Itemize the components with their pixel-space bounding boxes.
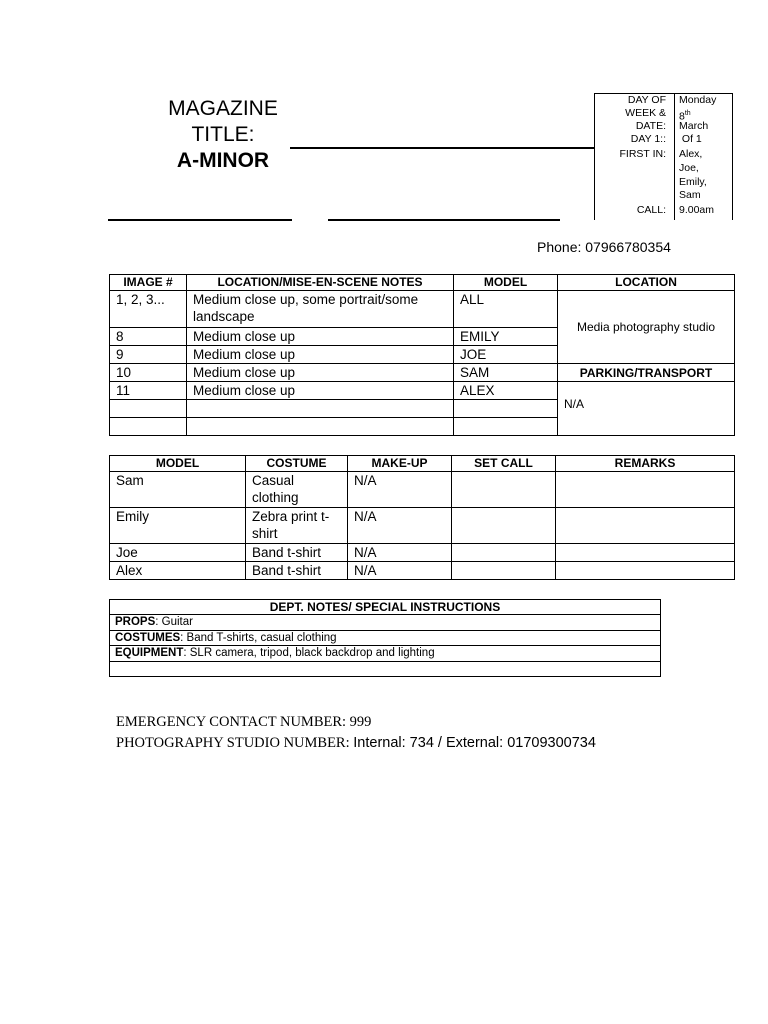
cast-remarks-cell — [556, 508, 735, 544]
cast-remarks-cell — [556, 562, 735, 580]
title-underline — [290, 147, 594, 149]
cast-setcall-cell — [452, 508, 556, 544]
image-cell — [110, 418, 187, 436]
call-info-label: WEEK & — [625, 107, 666, 119]
col-header-costume: COSTUME — [246, 456, 348, 472]
image-cell — [110, 400, 187, 418]
dept-notes-table — [109, 599, 661, 677]
model-cell: ALL — [454, 291, 558, 328]
col-header-remarks: REMARKS — [556, 456, 735, 472]
cast-table — [109, 455, 735, 580]
cast-remarks-cell — [556, 472, 735, 508]
call-info-value: Joe, — [679, 162, 699, 174]
call-info-value: Of 1 — [679, 133, 702, 145]
dept-notes-row — [110, 615, 661, 631]
image-cell: 8 — [110, 328, 187, 346]
cast-costume-cell: Zebra print t-shirt — [246, 508, 348, 544]
parking-value: N/A — [558, 382, 735, 436]
magazine-label: MAGAZINE — [168, 97, 278, 120]
col-header-notes: LOCATION/MISE-EN-SCENE NOTES — [187, 275, 454, 291]
image-cell: 11 — [110, 382, 187, 400]
col-header-makeup: MAKE-UP — [348, 456, 452, 472]
call-info-divider — [674, 94, 675, 220]
studio-contact — [116, 735, 596, 752]
cast-model-cell: Emily — [110, 508, 246, 544]
call-info-value: Emily, — [679, 176, 707, 188]
cast-costume-cell: Casual clothing — [246, 472, 348, 508]
notes-cell: Medium close up — [187, 364, 454, 382]
dept-notes-header: DEPT. NOTES/ SPECIAL INSTRUCTIONS — [110, 600, 661, 615]
col-header-model: MODEL — [454, 275, 558, 291]
location-value: Media photography studio — [558, 291, 735, 364]
call-info-value: Alex, — [679, 148, 703, 160]
dept-notes-value: : Guitar — [155, 616, 193, 628]
model-cell: EMILY — [454, 328, 558, 346]
col-header-image: IMAGE # — [110, 275, 187, 291]
call-info-label: CALL: — [636, 204, 666, 216]
notes-cell: Medium close up — [187, 328, 454, 346]
model-cell: JOE — [454, 346, 558, 364]
image-cell: 10 — [110, 364, 187, 382]
notes-cell — [187, 400, 454, 418]
model-cell: SAM — [454, 364, 558, 382]
cast-remarks-cell — [556, 544, 735, 562]
dept-notes-row — [110, 661, 661, 676]
cast-makeup-cell: N/A — [348, 544, 452, 562]
studio-value: Internal: 734 / External: 01709300734 — [353, 735, 596, 751]
call-info-box — [594, 93, 733, 220]
notes-cell: Medium close up — [187, 346, 454, 364]
cast-costume-cell: Band t-shirt — [246, 562, 348, 580]
cast-model-cell: Alex — [110, 562, 246, 580]
phone-number: Phone: 07966780354 — [537, 239, 671, 255]
cast-setcall-cell — [452, 562, 556, 580]
call-info-value: Monday — [679, 94, 717, 106]
model-cell — [454, 400, 558, 418]
call-info-label: DATE: — [635, 120, 666, 132]
cast-makeup-cell: N/A — [348, 508, 452, 544]
image-cell: 9 — [110, 346, 187, 364]
signature-line-right — [328, 219, 560, 221]
col-header-model: MODEL — [110, 456, 246, 472]
image-cell: 1, 2, 3... — [110, 291, 187, 328]
shots-table — [109, 274, 735, 436]
cast-setcall-cell — [452, 544, 556, 562]
cast-model-cell: Sam — [110, 472, 246, 508]
emergency-value: 999 — [349, 714, 372, 730]
dept-notes-label: EQUIPMENT — [115, 647, 184, 659]
dept-notes-label: COSTUMES — [115, 631, 181, 644]
call-info-value: March — [679, 120, 709, 132]
magazine-title-block — [150, 96, 296, 174]
dept-notes-value: : SLR camera, tripod, black backdrop and lighting — [183, 647, 435, 659]
call-info-value: 8th — [679, 110, 691, 123]
title-value: A-MINOR — [176, 149, 270, 172]
dept-notes-row — [110, 646, 661, 662]
title-label: TITLE: — [191, 123, 255, 146]
cast-model-cell: Joe — [110, 544, 246, 562]
studio-label: PHOTOGRAPHY STUDIO NUMBER: — [116, 735, 350, 751]
dept-notes-label: PROPS — [115, 616, 156, 628]
emergency-contact — [116, 714, 371, 731]
emergency-label: EMERGENCY CONTACT NUMBER: — [116, 714, 347, 730]
call-info-label: DAY OF — [627, 94, 666, 106]
call-info-label: FIRST IN: — [619, 148, 666, 160]
model-cell — [454, 418, 558, 436]
col-header-location: LOCATION — [558, 275, 735, 291]
cast-makeup-cell: N/A — [348, 562, 452, 580]
cast-makeup-cell: N/A — [348, 472, 452, 508]
dept-notes-value: : Band T-shirts, casual clothing — [180, 631, 337, 644]
notes-cell — [187, 418, 454, 436]
model-cell: ALEX — [454, 382, 558, 400]
cast-setcall-cell — [452, 472, 556, 508]
parking-header: PARKING/TRANSPORT — [558, 364, 735, 382]
notes-cell: Medium close up, some portrait/some landscape — [187, 291, 454, 328]
col-header-setcall: SET CALL — [452, 456, 556, 472]
call-info-label: DAY 1:: — [630, 133, 666, 145]
notes-cell: Medium close up — [187, 382, 454, 400]
call-info-value: Sam — [679, 189, 701, 201]
signature-line-left — [108, 219, 292, 221]
cast-costume-cell: Band t-shirt — [246, 544, 348, 562]
call-info-value: 9.00am — [679, 204, 715, 216]
dept-notes-row — [110, 630, 661, 646]
